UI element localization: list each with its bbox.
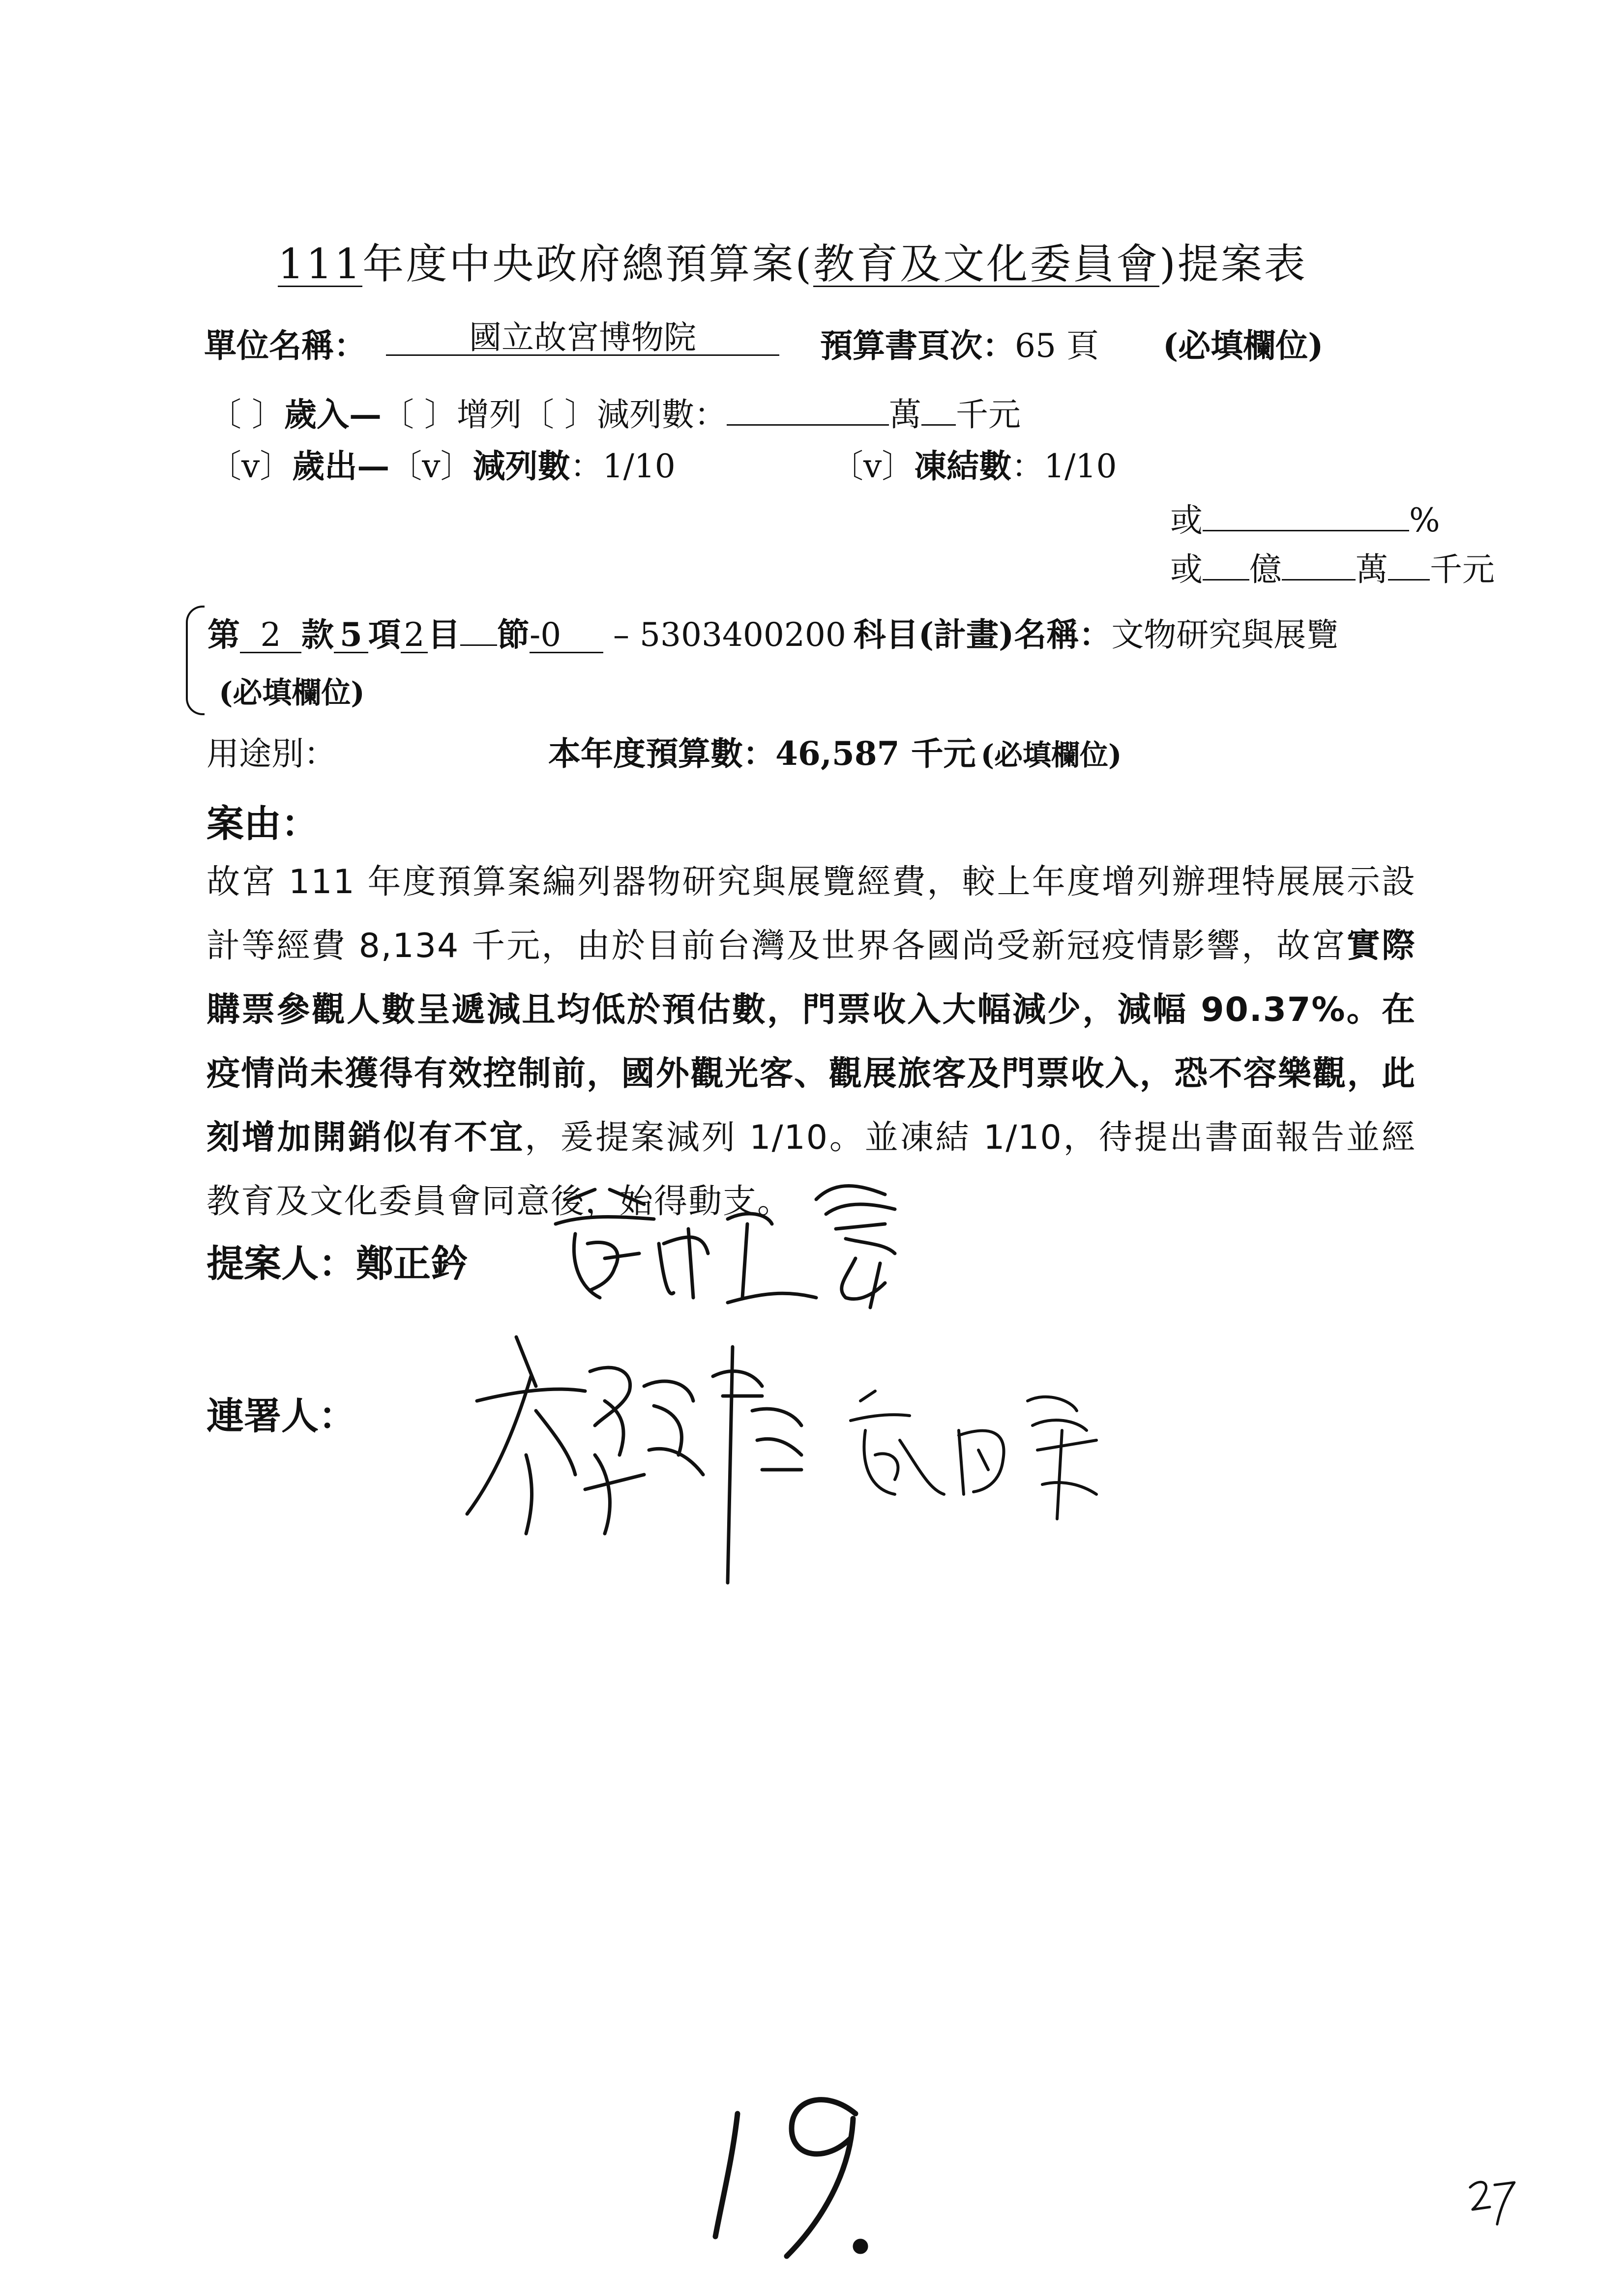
revenue-inc-label: 增列 bbox=[456, 396, 522, 434]
expense-freeze bbox=[831, 440, 1117, 487]
account-xiang-num: 5 bbox=[334, 618, 368, 653]
account-jie-blank bbox=[460, 612, 497, 646]
title-year: 111 bbox=[278, 240, 363, 288]
account-jie: 節 bbox=[497, 615, 530, 654]
account-kuan-num: 2 bbox=[240, 618, 301, 653]
revenue-blank-wan bbox=[727, 392, 889, 426]
revenue-unit-wan: 萬 bbox=[888, 396, 921, 434]
budget-required: (必填欄位) bbox=[980, 738, 1122, 772]
alt-amount-row bbox=[1170, 543, 1495, 590]
proposer-name: 鄭正鈐 bbox=[356, 1242, 468, 1285]
freeze-label: 凍結數 bbox=[914, 447, 1012, 485]
unit-value bbox=[386, 319, 779, 356]
unit-name: 國立故宮博物院 bbox=[386, 320, 779, 356]
alt-percent-blank bbox=[1203, 497, 1409, 531]
unit-required: (必填欄位) bbox=[1163, 326, 1324, 365]
account-required: (必填欄位) bbox=[219, 676, 365, 710]
page-ref bbox=[820, 320, 1099, 366]
expense-checkbox: 〔v〕 bbox=[209, 447, 293, 485]
title-text-b: )提案表 bbox=[1159, 240, 1307, 288]
account-mu: 目 bbox=[428, 615, 460, 654]
alt-or-2: 或 bbox=[1170, 551, 1203, 588]
unit-row bbox=[204, 320, 366, 366]
expense-dec-checkbox: 〔v〕 bbox=[389, 447, 473, 485]
page-label: 預算書頁次： bbox=[820, 326, 1015, 365]
page-value: 65 頁 bbox=[1015, 327, 1099, 365]
alt-qian: 千元 bbox=[1430, 551, 1495, 588]
alt-yi: 億 bbox=[1249, 551, 1282, 588]
proposer-row bbox=[207, 1234, 468, 1287]
alt-yi-blank bbox=[1203, 547, 1249, 581]
reason-text-2: ，爰提案減列 1/10。並凍結 1/10，待提出書面報告並經教育及文化委員會同意後，始得動支。 bbox=[207, 1118, 1416, 1221]
alt-wan-blank bbox=[1282, 547, 1356, 581]
budget-amount-label: 本年度預算數： bbox=[548, 734, 775, 773]
title-committee: 教育及文化委員會 bbox=[813, 240, 1160, 288]
freeze-value: ：1/10 bbox=[1011, 447, 1117, 485]
account-name-value: 文物研究與展覽 bbox=[1111, 616, 1339, 654]
account-bracket bbox=[186, 606, 205, 715]
revenue-blank-qian bbox=[921, 392, 956, 426]
alt-or-1: 或 bbox=[1170, 501, 1203, 539]
cosigner-signature-1 bbox=[457, 1327, 860, 1583]
alt-percent: % bbox=[1409, 501, 1440, 539]
usage-label: 用途別： bbox=[207, 735, 336, 773]
revenue-row bbox=[209, 388, 1021, 435]
account-kuan: 款 bbox=[301, 615, 334, 654]
reason-text-bold: 實際購票參觀人數呈遞減且均低於預估數，門票收入大幅減少，減幅 90.37%。在疫情尚未獲得有效控制前，國外觀光客、觀展旅客及門票收入，恐不容樂觀，此刻增加開銷似有不宜 bbox=[207, 927, 1416, 1157]
revenue-unit-qian: 千元 bbox=[955, 396, 1021, 434]
alt-wan: 萬 bbox=[1356, 551, 1388, 588]
budget-amount-value: 46,587 千元 bbox=[775, 734, 976, 773]
handwritten-corner-mark bbox=[1465, 2173, 1524, 2227]
proposer-label: 提案人： bbox=[207, 1242, 356, 1285]
account-code: – 5303400200 bbox=[613, 616, 846, 654]
revenue-label: 歲入— bbox=[284, 395, 382, 434]
revenue-checkbox: 〔 〕 bbox=[209, 396, 284, 434]
expense-dec-value: ：1/10 bbox=[570, 447, 676, 485]
alt-percent-row bbox=[1170, 494, 1440, 541]
account-mu-num: 2 bbox=[401, 618, 428, 653]
cosigner-label: 連署人： bbox=[207, 1394, 356, 1438]
revenue-dec-label: 減列數： bbox=[596, 396, 727, 434]
expense-label: 歲出— bbox=[292, 447, 390, 485]
expense-row bbox=[209, 440, 676, 487]
page-title bbox=[278, 231, 1307, 291]
reason-text-1: 故宮 111 年度預算案編列器物研究與展覽經費，較上年度增列辦理特展展示設計等經費 8,134 千元，由於目前台灣及世界各國尚受新冠疫情影響，故宮 bbox=[207, 863, 1416, 965]
budget-row bbox=[548, 727, 1122, 774]
revenue-dec-checkbox: 〔 〕 bbox=[521, 396, 597, 434]
account-xiang: 項 bbox=[368, 615, 401, 654]
proposer-signature bbox=[541, 1170, 924, 1317]
account-di: 第 bbox=[207, 615, 240, 654]
unit-label: 單位名稱： bbox=[204, 326, 366, 365]
title-text-a: 年度中央政府總預算案( bbox=[362, 240, 814, 288]
reason-heading: 案由： bbox=[207, 802, 319, 845]
alt-qian-blank bbox=[1388, 547, 1430, 581]
freeze-checkbox: 〔v〕 bbox=[831, 447, 915, 485]
account-name-label: 科目(計畫)名稱： bbox=[853, 615, 1112, 654]
revenue-inc-checkbox: 〔 〕 bbox=[381, 396, 457, 434]
handwritten-page-number bbox=[703, 2084, 910, 2271]
cosigner-signature-2 bbox=[841, 1371, 1116, 1529]
account-jie-num: -0 bbox=[530, 618, 603, 653]
expense-dec-label: 減列數 bbox=[472, 447, 570, 485]
account-row bbox=[207, 609, 1338, 655]
